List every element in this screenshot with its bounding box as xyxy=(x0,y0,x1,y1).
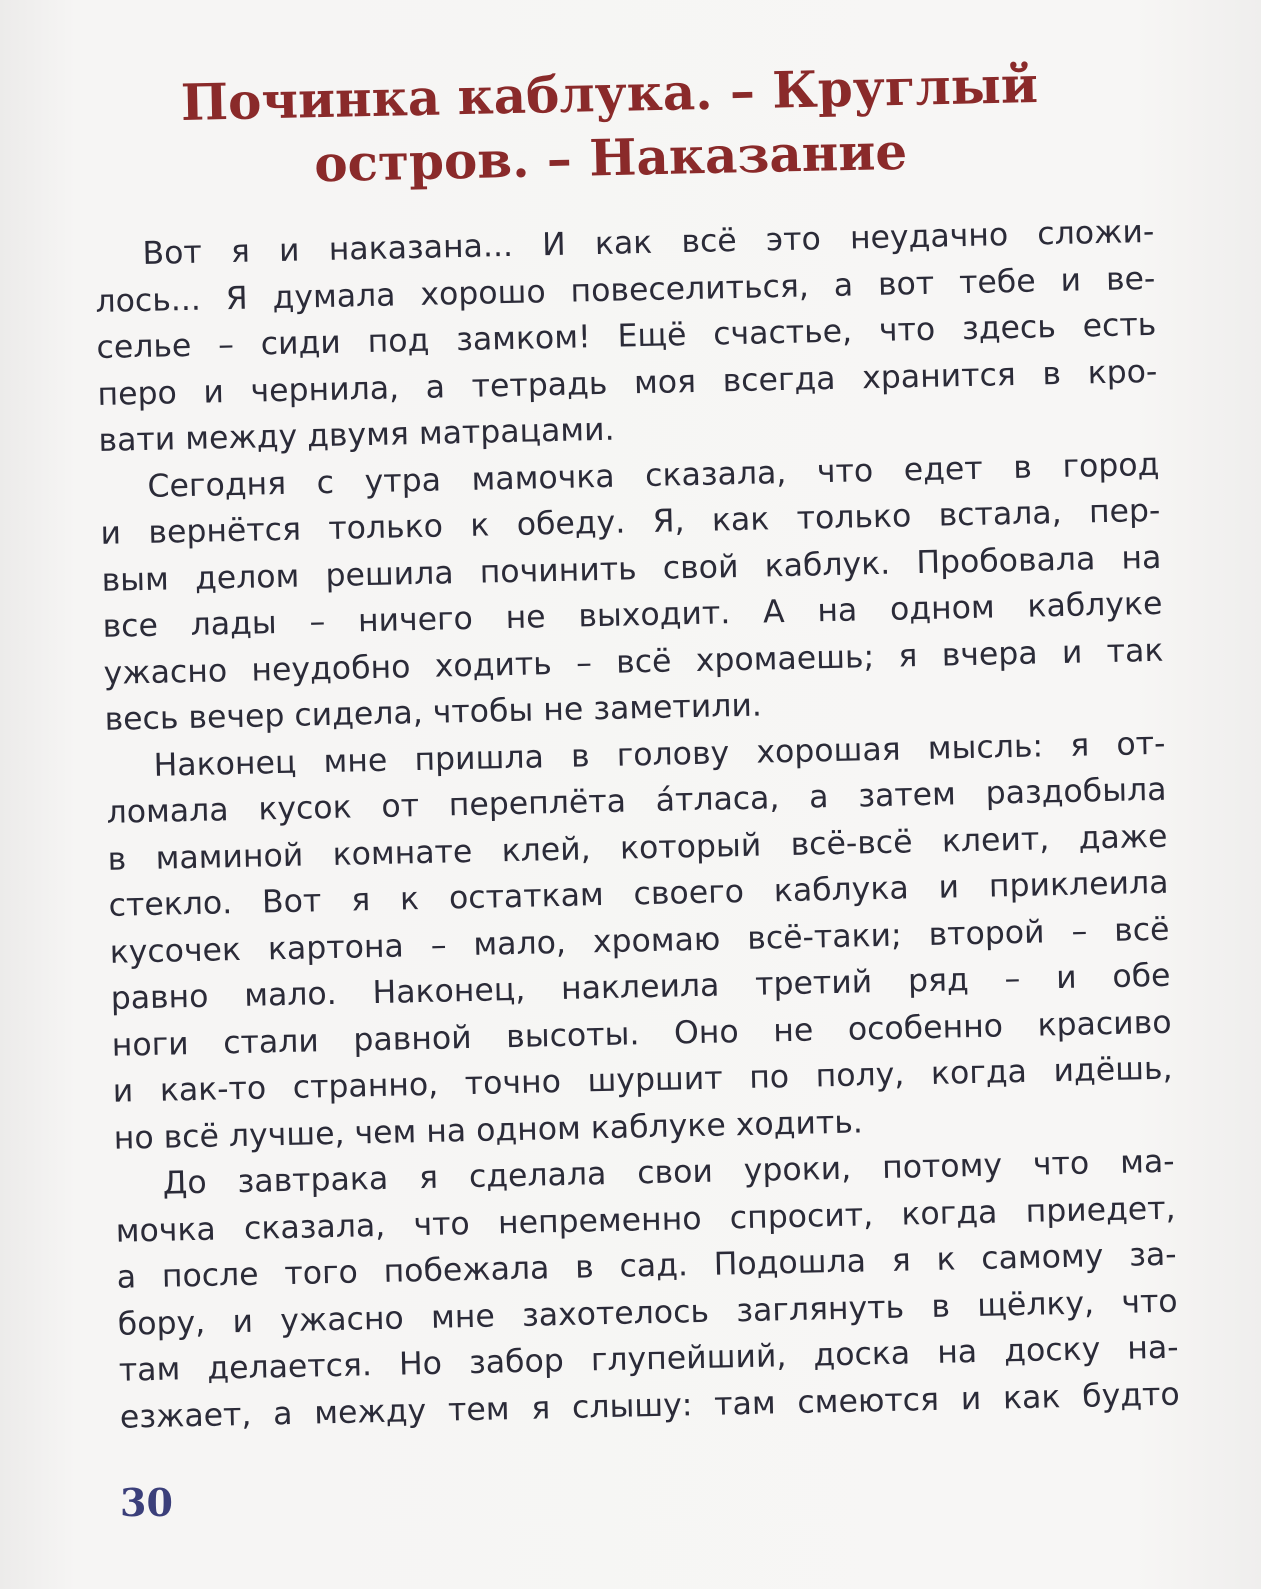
paragraph-4 xyxy=(114,1139,1180,1441)
text-line: вати между двумя матрацами. xyxy=(98,411,615,459)
text-line: все лады – ничего не выходит. А на одном каблуке xyxy=(102,585,1163,645)
text-line: вым делом решила починить свой каблук. Пробовала на xyxy=(101,539,1162,599)
text-line: ломала кусок от переплёта а́тласа, а затем раздобыла xyxy=(106,771,1167,831)
chapter-title-line-1: Починка каблука. – Круглый xyxy=(180,55,1039,132)
chapter-title-line-2: остров. – Наказание xyxy=(313,121,908,194)
text-line: стекло. Вот я к остаткам своего каблука и приклеила xyxy=(108,864,1169,924)
paragraph-2 xyxy=(99,441,1165,743)
text-line: Вот я и наказана... И как всё это неудачно сложи- xyxy=(142,213,1155,272)
text-line: мочка сказала, что непременно спросит, когда приедет, xyxy=(115,1190,1176,1250)
text-line: а после того побежала в сад. Подошла я к самому за- xyxy=(116,1236,1177,1296)
text-line: равно мало. Наконец, наклеила третий ряд – и обе xyxy=(110,957,1171,1017)
text-line: кусочек картона – мало, хромаю всё-таки; второй – всё xyxy=(109,911,1170,971)
text-line: селье – сиди под замком! Ещё счастье, что здесь есть xyxy=(96,306,1157,366)
chapter-title xyxy=(139,52,1081,200)
text-line: лось... Я думала хорошо повеселиться, а вот тебе и ве- xyxy=(95,260,1156,320)
text-line: но всё лучше, чем на одном каблуке ходить. xyxy=(113,1103,864,1157)
text-line: в маминой комнате клей, который всё-всё клеит, даже xyxy=(107,818,1168,878)
text-line: весь вечер сидела, чтобы не заметили. xyxy=(104,687,763,738)
paragraph-3 xyxy=(105,720,1174,1162)
text-line: и вернётся только к обеду. Я, как только встала, пер- xyxy=(100,492,1161,552)
text-line: там делается. Но забор глупейший, доска на доску на- xyxy=(118,1329,1179,1389)
body-text xyxy=(94,209,1180,1441)
paragraph-1 xyxy=(94,209,1159,465)
text-line: Сегодня с утра мамочка сказала, что едет в город xyxy=(147,446,1160,505)
text-line: Наконец мне пришла в голову хорошая мысль: я от- xyxy=(153,725,1166,784)
text-line: ноги стали равной высоты. Оно не особенно красиво xyxy=(111,1004,1172,1064)
text-line: езжает, а между тем я слышу: там смеются и как будто xyxy=(119,1376,1181,1436)
text-line: До завтрака я сделала свои уроки, потому что ма- xyxy=(162,1143,1175,1202)
text-line: бору, и ужасно мне захотелось заглянуть в щёлку, что xyxy=(117,1283,1178,1343)
text-line: перо и чернила, а тетрадь моя всегда хранится в кро- xyxy=(97,353,1158,413)
page-number: 30 xyxy=(120,1480,173,1525)
text-line: и как-то странно, точно шуршит по полу, когда идёшь, xyxy=(112,1050,1173,1110)
text-line: ужасно неудобно ходить – всё хромаешь; я вчера и так xyxy=(103,632,1164,692)
